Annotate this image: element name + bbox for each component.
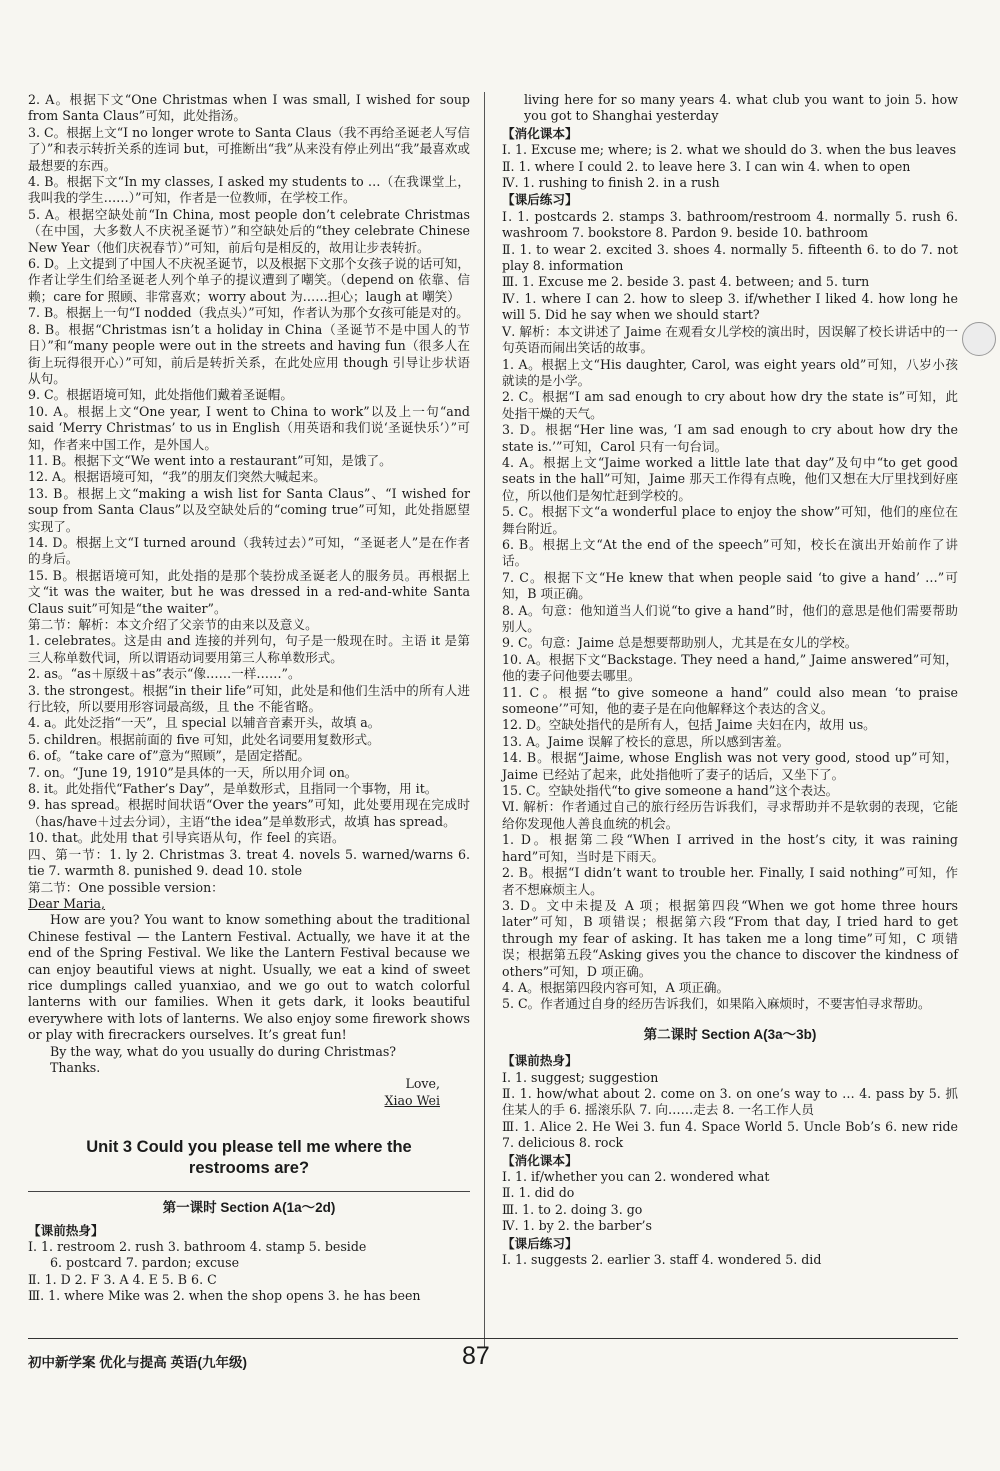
answer-item: 3. the strongest。根据“in their life”可知，此处是和他们生活中的所有人进行比较，所以要用形容词最高级，且 the 不能省略。	[28, 682, 470, 715]
lesson-title: 第一课时 Section A(1a～2d)	[162, 1200, 336, 1216]
section-heading: 【消化课本】	[502, 125, 578, 141]
answer-item: 11. C。根据“to give someone a hand” could also mean ‘to praise someone’”可知，他的妻子是在向他解释这个表达的含义。	[502, 684, 958, 717]
answer-item: 9. C。句意：Jaime 总是想要帮助别人，尤其是在女儿的学校。	[502, 635, 858, 651]
answer-item: 4. A。根据第四段内容可知，A 项正确。	[502, 979, 730, 995]
answer-item: 14. B。根据“Jaime, whose English was not very good, stood up”可知，Jaime 已经站了起来，此处指他听了妻子的话后，又坐下了。	[502, 750, 958, 782]
footer-rule	[28, 1338, 958, 1339]
answer-item: 12. D。空缺处指代的是所有人，包括 Jaime 夫妇在内，故用 us。	[502, 717, 876, 733]
answer-item: 9. C。根据语境可知，此处指他们戴着圣诞帽。	[28, 387, 293, 403]
answer-item: 8. it。此处指代“Father’s Day”，是单数形式，且指同一个事物，用 it。	[28, 781, 438, 797]
answer-item: Ⅱ. 1. did do	[502, 1185, 575, 1201]
answer-item: 2. C。根据“I am sad enough to cry about how dry the state is”可知，此处指干燥的天气。	[502, 389, 958, 421]
answer-item: Ⅰ. 1. if/whether you can 2. wondered what	[502, 1169, 770, 1184]
lesson-title: 第二课时 Section A(3a～3b)	[643, 1026, 817, 1042]
answer-item: Ⅳ. 1. rushing to finish 2. in a rush	[502, 175, 720, 191]
answer-item: 11. B。根据下文“We went into a restaurant”可知，是饿了。	[28, 452, 392, 468]
answer-item: 5. A。根据空缺处前“In China, most people don’t celebrate Christmas（在中国，大多数人不庆祝圣诞节）”和空缺处后的“they celebrate Chinese New Year（他们庆祝春节）”可知，前后句是相反的，故用让步表转折。	[28, 206, 470, 255]
answer-item: Ⅳ. 1. where I can 2. how to sleep 3. if/whether I liked 4. how long he will 5. Did he say when we should start?	[502, 290, 958, 323]
answer-item: 第二节：One possible version：	[28, 879, 224, 895]
answer-item: 6. D。上文提到了中国人不庆祝圣诞节，以及根据下文那个女孩子说的话可知，作者让学生们给圣诞老人列个单子的提议遭到了嘲笑。（depend on 依靠、信赖；care for 照顾、非常喜欢；worry about 为……担心；laugh at 嘲笑）	[28, 256, 470, 304]
section-heading: 【课后练习】	[502, 192, 578, 208]
answer-item: 12. A。根据语境可知，“我”的朋友们突然大喊起来。	[28, 469, 326, 485]
answer-item: 1. celebrates。这是由 and 连接的并列句，句子是一般现在时。主语 it 是第三人称单数代词，所以谓语动词要用第三人称单数形式。	[28, 633, 470, 665]
answer-item: Ⅵ. 解析：作者通过自己的旅行经历告诉我们，寻求帮助并不是软弱的表现，它能给你发现他人善良血统的机会。	[502, 799, 958, 831]
answer-item: 5. C。作者通过自身的经历告诉我们，如果陷入麻烦时，不要害怕寻求帮助。	[502, 996, 931, 1012]
answer-item: Ⅳ. 1. by 2. the barber’s	[502, 1218, 653, 1234]
answer-item: Ⅲ. 1. Excuse me 2. beside 3. past 4. between; and 5. turn	[502, 274, 870, 290]
answer-item: Ⅱ. 1. to wear 2. excited 3. shoes 4. normally 5. fifteenth 6. to do 7. not play 8. information	[502, 241, 958, 274]
book-title: 初中新学案 优化与提高 英语(九年级)	[28, 1355, 247, 1370]
answer-item: 13. B。根据上文“making a wish list for Santa Claus”、“I wished for soup from Santa Claus”以及空缺处后的“coming true”可知，此处指愿望实现了。	[28, 485, 470, 534]
answer-item: 6. B。根据上文“At the end of the speech”可知，校长在演出开始前作了讲话。	[502, 536, 958, 569]
answer-item: living here for so many years 4. what club you want to join 5. how you got to Shanghai yesterday	[524, 92, 958, 124]
answer-item: Ⅲ. 1. where Mike was 2. when the shop opens 3. he has been	[28, 1288, 421, 1304]
letter-body: By the way, what do you usually do during Christmas?	[50, 1043, 397, 1059]
answer-item: 4. a。此处泛指“一天”，且 special 以辅音音素开头，故填 a。	[28, 715, 381, 731]
answer-item: 四、第一节：1. ly 2. Christmas 3. treat 4. novels 5. warned/warns 6. tie 7. warmth 8. punished 9. dead 10. stole	[28, 846, 470, 879]
section-heading: 【课前热身】	[502, 1053, 578, 1069]
answer-item: 15. B。根据语境可知，此处指的是那个装扮成圣诞老人的服务员。再根据上文“it was the waiter, but he was dressed in a red-and-white Santa Claus suit”可知是“the waiter”。	[28, 567, 470, 616]
letter-signature: Xiao Wei	[384, 1092, 440, 1108]
answer-item: 3. C。根据上文“I no longer wrote to Santa Claus（我不再给圣诞老人写信了）”和表示转折关系的连词 but，可推断出“我”从来没有停止列出“我”最喜欢或最想要的东西。	[28, 124, 470, 173]
page-number: 87	[462, 1342, 490, 1370]
column-divider	[484, 92, 485, 1347]
letter-close: Love,	[405, 1076, 440, 1092]
answer-item: Ⅱ. 1. D 2. F 3. A 4. E 5. B 6. C	[28, 1271, 217, 1287]
answer-item: 9. has spread。根据时间状语“Over the years”可知，此处要用现在完成时（has/have＋过去分词），主语“the idea”是单数形式，故填 has spread。	[28, 797, 470, 829]
letter-body: How are you? You want to know something about the traditional Chinese festival — the Lantern Festival. Actually, we have it at the end of the Spring Festival. We like the Lantern Festival because we can enjoy beautiful views at night. Usually, we eat a kind of sweet rice dumplings called yuanxiao, and we go out to watch colorful lanterns with our families. When it gets dark, it looks beautiful everywhere with lots of lanterns. We also enjoy some firework shows or play with firecrackers ourselves. It’s great fun!	[28, 912, 470, 1043]
answer-item: 第二节：解析：本文介绍了父亲节的由来以及意义。	[28, 617, 318, 632]
left-column	[28, 92, 470, 1305]
answer-item: 3. D。根据“Her line was, ‘I am sad enough to cry about how dry the state is.’”可知，Carol 只有一句台词。	[502, 422, 958, 454]
section-heading: 【消化课本】	[502, 1152, 578, 1168]
answer-item: 7. C。根据下文“He knew that when people said ‘to give a hand’ …”可知，B 项正确。	[502, 569, 958, 602]
answer-item: Ⅰ. 1. postcards 2. stamps 3. bathroom/restroom 4. normally 5. rush 6. washroom 7. bookstore 8. Pardon 9. beside 10. bathroom	[502, 208, 958, 241]
unit-title: Unit 3 Could you please tell me where the restrooms are?	[86, 1138, 412, 1178]
answer-item: 10. A。根据上文“One year, I went to China to work”以及上一句“and said ‘Merry Christmas’ to us in English（用英语和我们说‘圣诞快乐’）”可知，作者来中国工作，是外国人。	[28, 403, 470, 452]
answer-item: 4. A。根据上文“Jaime worked a little late that day”及句中“to get good seats in the hall”可知，Jaime 那天工作得有点晚，他们又想在大厅里找到好座位，所以他们是匆忙赶到学校的。	[502, 454, 958, 503]
answer-item: Ⅲ. 1. Alice 2. He Wei 3. fun 4. Space World 5. Uncle Bob’s 6. new ride 7. delicious 8. rock	[502, 1118, 958, 1151]
answer-item: 13. A。Jaime 误解了校长的意思，所以感到害羞。	[502, 733, 790, 749]
answer-item: 2. as。“as＋原级＋as”表示“像……一样……”。	[28, 666, 301, 682]
margin-stamp	[962, 322, 996, 356]
answer-item: 10. A。根据下文“Backstage. They need a hand,” Jaime answered”可知，他的妻子问他要去哪里。	[502, 651, 958, 684]
answer-item: Ⅰ. 1. restroom 2. rush 3. bathroom 4. stamp 5. beside	[28, 1239, 367, 1254]
answer-item: 1. A。根据上文“His daughter, Carol, was eight years old”可知，八岁小孩就读的是小学。	[502, 356, 958, 388]
answer-item: 15. C。空缺处指代“to give someone a hand”这个表达。	[502, 783, 839, 799]
answer-item: 6. of。“take care of”意为“照顾”，是固定搭配。	[28, 748, 311, 764]
right-column	[502, 92, 958, 1268]
answer-item: Ⅲ. 1. to 2. doing 3. go	[502, 1201, 643, 1217]
section-heading: 【课后练习】	[502, 1235, 578, 1251]
answer-item: Ⅰ. 1. suggest; suggestion	[502, 1069, 659, 1085]
answer-item: 2. B。根据“I didn’t want to trouble her. Finally, I said nothing”可知，作者不想麻烦主人。	[502, 865, 958, 897]
divider	[28, 1191, 470, 1192]
answer-item: 5. children。根据前面的 five 可知，此处名词要用复数形式。	[28, 731, 380, 747]
answer-item: 4. B。根据下文“In my classes, I asked my students to …（在我课堂上，我叫我的学生……）”可知，作者是一位教师，在学校工作。	[28, 174, 470, 206]
answer-item: 8. B。根据“Christmas isn’t a holiday in China（圣诞节不是中国人的节日）”和“many people were out in the streets and having fun（很多人在街上玩得很开心）”可知，前后是转折关系，在此处应用 though 引导让步状语从句。	[28, 321, 470, 386]
answer-item: 14. D。根据上文“I turned around（我转过去）”可知，“圣诞老人”是在作者的身后。	[28, 534, 470, 567]
answer-item: 1. D。根据第二段“When I arrived in the host’s city, it was raining hard”可知，当时是下雨天。	[502, 832, 958, 864]
section-heading: 【课前热身】	[28, 1222, 104, 1238]
answer-item: 7. B。根据上一句“I nodded（我点头）”可知，作者认为那个女孩可能是对的。	[28, 305, 469, 321]
letter-salutation: Dear Maria,	[28, 895, 106, 911]
answer-item: Ⅱ. 1. how/what about 2. come on 3. on one’s way to … 4. pass by 5. 抓住某人的手 6. 摇滚乐队 7. 向……走去 8. 一名工作人员	[502, 1085, 958, 1118]
answer-item: 8. A。句意：他知道当人们说“to give a hand”时，他们的意思是他们需要帮助别人。	[502, 602, 958, 634]
answer-item: 7. on。“June 19, 1910”是具体的一天，所以用介词 on。	[28, 764, 358, 780]
answer-item: Ⅰ. 1. Excuse me; where; is 2. what we should do 3. when the bus leaves	[502, 142, 957, 158]
answer-item: 6. postcard 7. pardon; excuse	[50, 1255, 240, 1271]
letter-thanks: Thanks.	[50, 1059, 101, 1075]
answer-item: Ⅰ. 1. suggests 2. earlier 3. staff 4. wondered 5. did	[502, 1252, 822, 1268]
answer-item: Ⅴ. 解析：本文讲述了 Jaime 在观看女儿学校的演出时，因误解了校长讲话中的一句英语而闹出笑话的故事。	[502, 323, 958, 356]
answer-item: 10. that。此处用 that 引导宾语从句，作 feel 的宾语。	[28, 830, 345, 846]
answer-item: 3. D。文中未提及 A 项；根据第四段“When we got home three hours later”可知，B 项错误；根据第六段“From that day, I tried hard to get through my fear of asking. It has taken me a long time”可知，C 项错误；根据第五段“Asking gives you the chance to discover the kindness of others”可知，D 项正确。	[502, 897, 958, 979]
watermark	[28, 1109, 470, 1137]
answer-item: Ⅱ. 1. where I could 2. to leave here 3. I can win 4. when to open	[502, 158, 911, 174]
answer-item: 5. C。根据下文“a wonderful place to enjoy the show”可知，他们的座位在舞台附近。	[502, 504, 958, 536]
answer-item: 2. A。根据下文“One Christmas when I was small, I wished for soup from Santa Claus”可知，此处指汤。	[28, 92, 470, 124]
